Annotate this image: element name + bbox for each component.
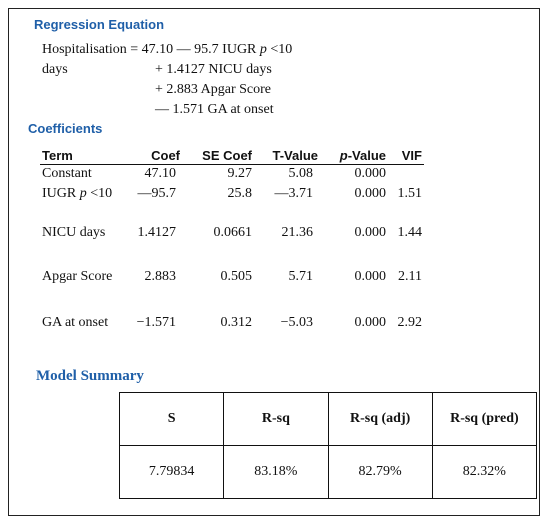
row-ga-coef: −1.571 <box>136 315 176 330</box>
row-iugr-coef: —95.7 <box>137 186 176 201</box>
row-ga-p: 0.000 <box>354 315 386 330</box>
header-rule <box>40 164 424 165</box>
row-apgar-se: 0.505 <box>220 269 252 284</box>
equation-line-1-tail: <10 <box>266 42 293 57</box>
row-nicu-vif: 1.44 <box>397 225 422 240</box>
row-iugr-se: 25.8 <box>227 186 252 201</box>
header-se-coef: SE Coef <box>202 148 252 163</box>
row-apgar-vif: 2.11 <box>398 269 422 284</box>
header-p-rest: -Value <box>347 148 386 163</box>
row-iugr-term-main: IUGR <box>42 186 77 201</box>
model-summary-value-row <box>120 446 537 499</box>
equation-line-1-p: p <box>259 42 267 57</box>
model-summary-header-row <box>120 393 537 446</box>
row-iugr-term-tail: <10 <box>86 186 113 201</box>
row-constant-term: Constant <box>42 166 92 181</box>
row-ga-vif: 2.92 <box>397 315 422 330</box>
row-nicu-se: 0.0661 <box>213 225 252 240</box>
header-vif: VIF <box>401 148 422 163</box>
header-term: Term <box>42 148 73 163</box>
row-apgar-term: Apgar Score <box>42 269 113 284</box>
model-summary-table <box>119 392 537 499</box>
row-iugr-vif: 1.51 <box>397 186 422 201</box>
row-nicu-term: NICU days <box>42 225 106 240</box>
regression-equation-title: Regression Equation <box>34 17 165 32</box>
summary-value-s: 7.79834 <box>120 446 224 499</box>
row-apgar-p: 0.000 <box>354 269 386 284</box>
header-t-value: T-Value <box>272 148 318 163</box>
model-summary-title: Model Summary <box>36 368 144 384</box>
equation-line-4: — 1.571 GA at onset <box>155 102 274 117</box>
header-coef: Coef <box>151 148 180 163</box>
coefficients-title: Coefficients <box>28 121 103 136</box>
row-iugr-term <box>42 186 112 202</box>
row-ga-term: GA at onset <box>42 315 109 330</box>
row-nicu-coef: 1.4127 <box>137 225 176 240</box>
equation-line-3: + 2.883 Apgar Score <box>155 82 271 97</box>
row-iugr-p: 0.000 <box>354 186 386 201</box>
row-constant-t: 5.08 <box>288 166 313 181</box>
summary-header-r-sq-adj: R-sq (adj) <box>328 393 432 446</box>
row-apgar-coef: 2.883 <box>144 269 176 284</box>
row-ga-t: −5.03 <box>280 315 313 330</box>
row-constant-coef: 47.10 <box>144 166 176 181</box>
summary-value-r-sq-adj: 82.79% <box>328 446 432 499</box>
equation-line-1-main: Hospitalisation = 47.10 — 95.7 IUGR <box>42 42 257 57</box>
row-nicu-t: 21.36 <box>281 225 313 240</box>
equation-line-2: + 1.4127 NICU days <box>155 62 272 77</box>
equation-line-1 <box>42 42 292 58</box>
row-constant-p: 0.000 <box>354 166 386 181</box>
summary-header-r-sq-pred: R-sq (pred) <box>432 393 536 446</box>
header-p-italic: p <box>339 148 348 163</box>
row-ga-se: 0.312 <box>220 315 252 330</box>
summary-value-r-sq-pred: 82.32% <box>432 446 536 499</box>
row-apgar-t: 5.71 <box>288 269 313 284</box>
row-iugr-term-p: p <box>79 186 87 201</box>
summary-value-r-sq: 83.18% <box>224 446 328 499</box>
row-iugr-t: —3.71 <box>274 186 313 201</box>
equation-days-label: days <box>42 62 68 77</box>
summary-header-s: S <box>120 393 224 446</box>
row-nicu-p: 0.000 <box>354 225 386 240</box>
summary-header-r-sq: R-sq <box>224 393 328 446</box>
header-p-value <box>324 148 386 163</box>
row-constant-se: 9.27 <box>227 166 252 181</box>
